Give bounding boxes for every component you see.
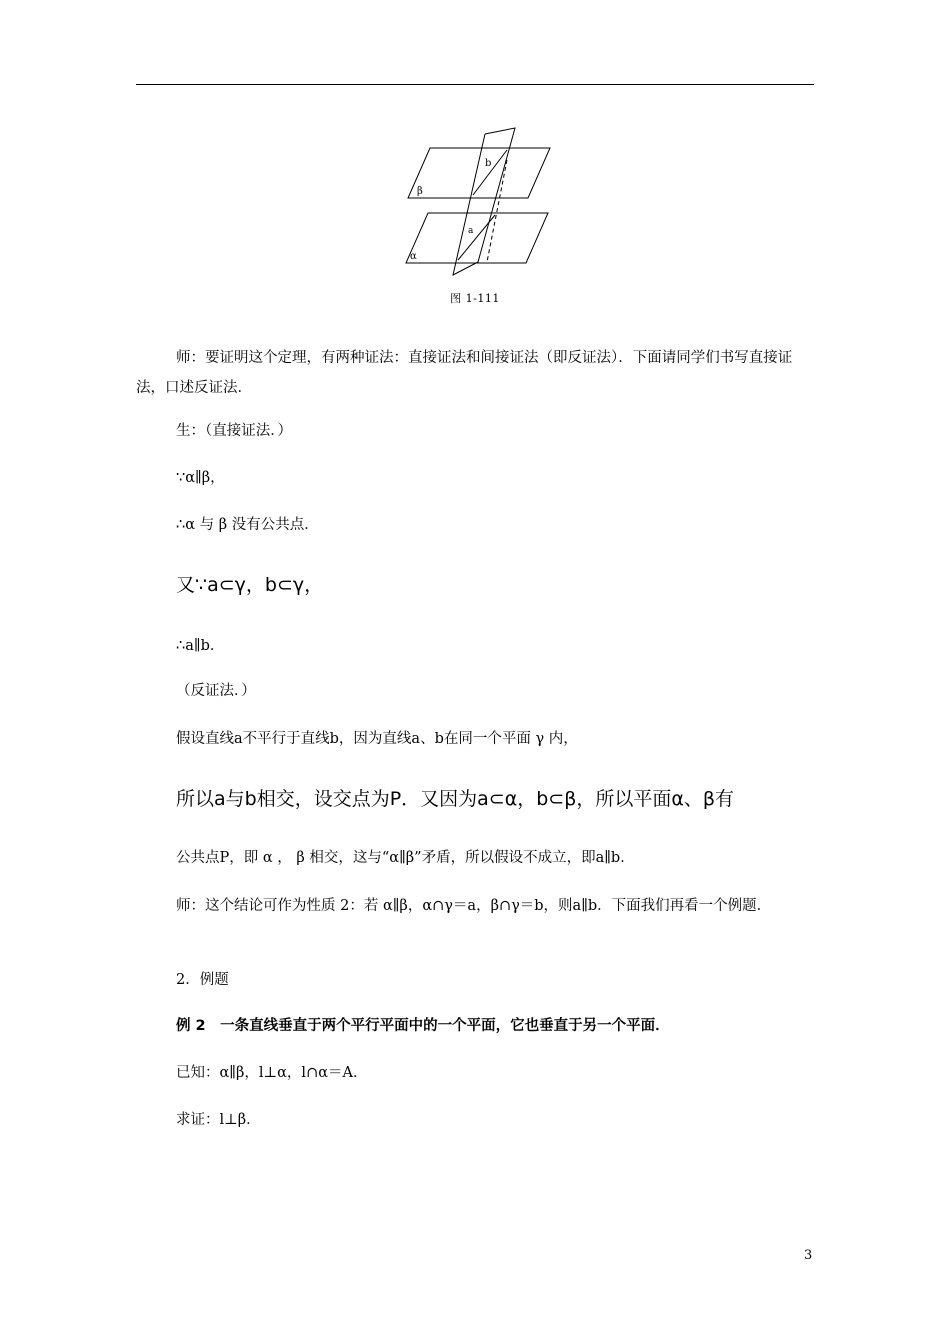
prove-statement: 求证：l⊥β． [176,1112,261,1128]
given-statement: 已知：α∥β，l⊥α，l∩α＝A． [176,1065,368,1081]
plane-alpha-label: α [410,251,417,262]
indirect-proof-line-3: 公共点P，即 α ， β 相交，这与“α∥β”矛盾，所以假设不成立，即a∥b． [176,850,635,866]
header-rule [136,84,814,85]
section-heading: 2．例题 [176,972,229,988]
indirect-proof-line-1: 假设直线a不平行于直线b，因为直线a、b在同一个平面 γ 内， [176,731,578,747]
indirect-proof-line-2: 所以a与b相交，设交点为P．又因为a⊂α，b⊂β，所以平面α、β有 [176,788,735,810]
student-label: 生：（直接证法．） [176,423,292,439]
line-b-label: b [485,158,492,169]
proof-step-2: ∴α 与 β 没有公共点． [176,517,319,533]
proof-step-4: ∴a∥b． [176,638,225,654]
proof-step-1: ∵α∥β， [176,470,225,486]
parallel-planes-diagram [395,120,565,280]
page-number: 3 [804,1248,813,1263]
indirect-proof-label: （反证法．） [176,683,256,699]
teacher-property-paragraph: 师：这个结论可作为性质 2：若 α∥β，α∩γ＝a，β∩γ＝b，则a∥b．下面我们再看一个例题． [176,898,772,914]
plane-beta-label: β [417,186,423,197]
figure-caption: 图 1-111 [450,292,500,305]
example-title: 例 2 一条直线垂直于两个平行平面中的一个平面，它也垂直于另一个平面． [176,1018,670,1034]
teacher-intro-paragraph: 师：要证明这个定理，有两种证法：直接证法和间接证法（即反证法）．下面请同学们书写直接证法，口述反证法． [136,350,793,396]
parallel-planes-figure [395,120,565,280]
line-a-label: a [468,226,474,236]
proof-step-3: 又∵a⊂γ，b⊂γ， [176,574,324,596]
